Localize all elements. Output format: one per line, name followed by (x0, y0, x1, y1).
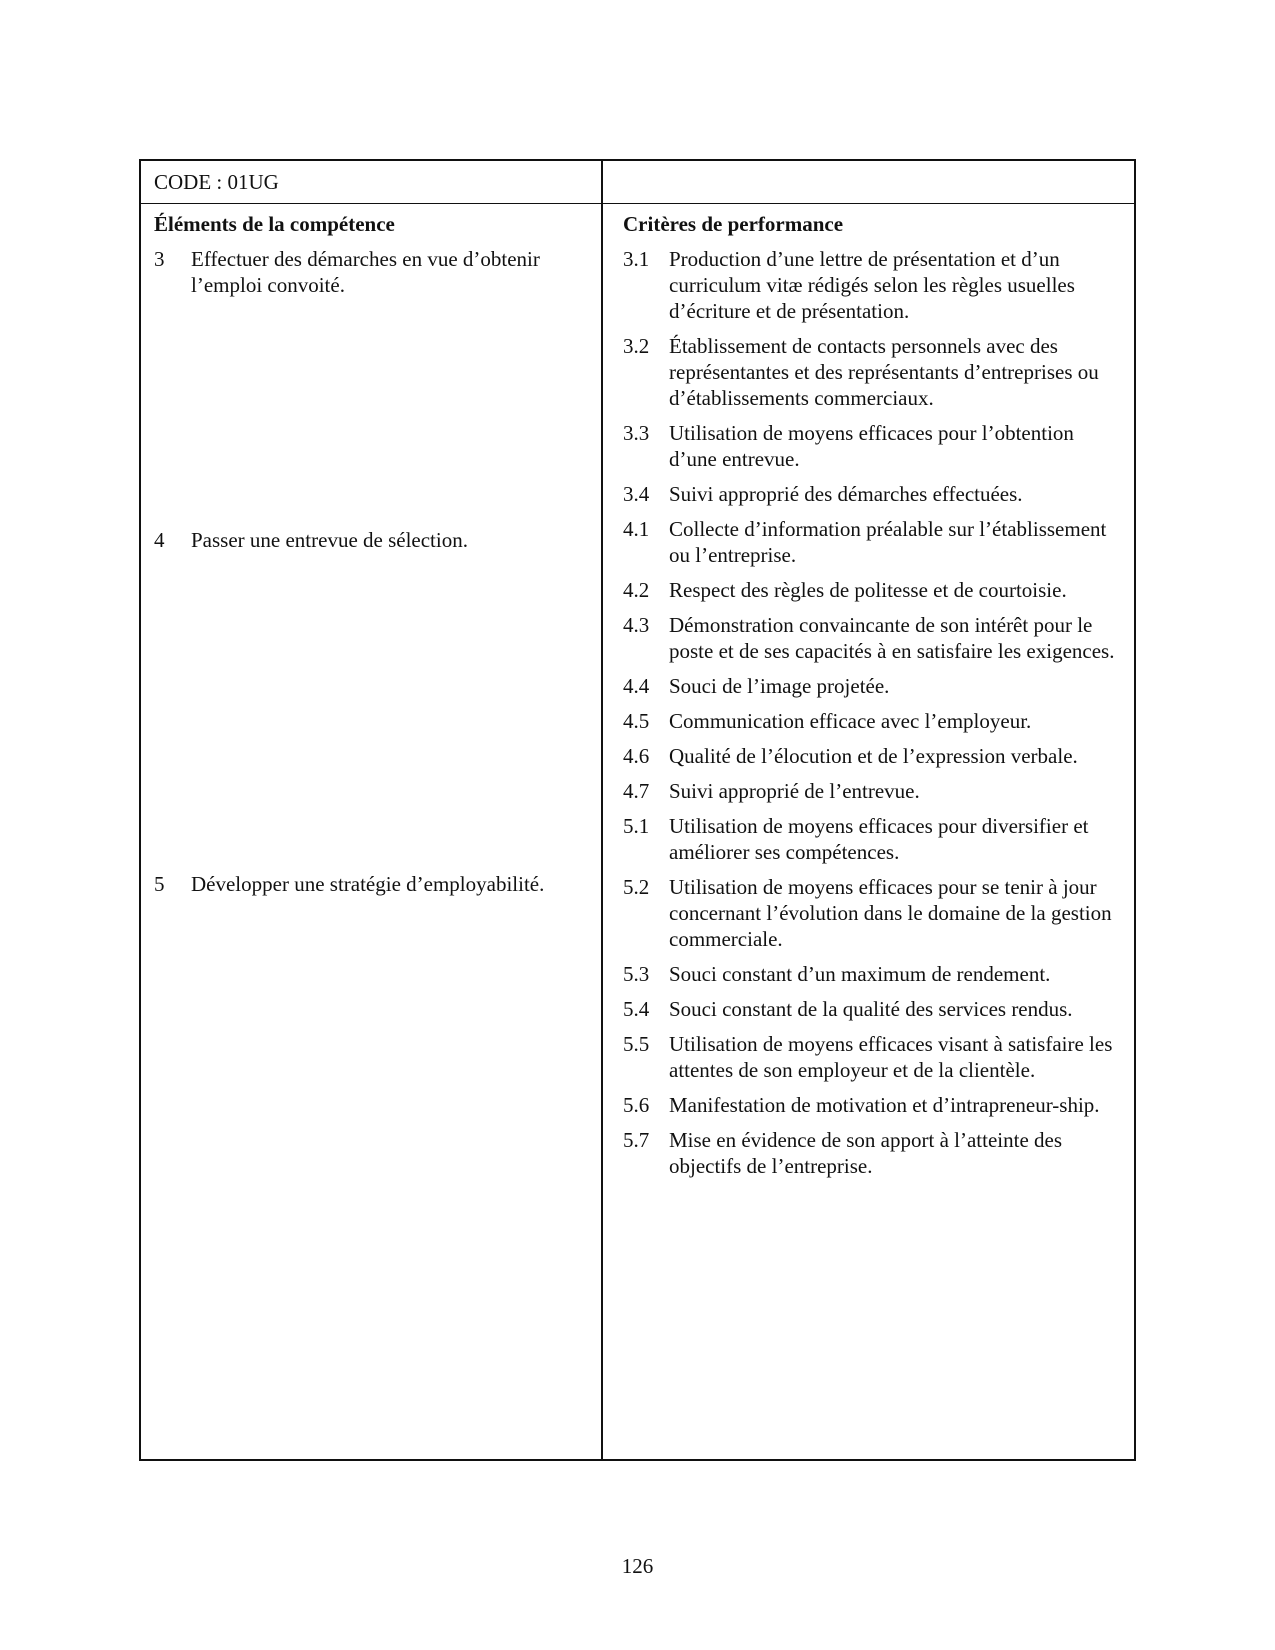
criterion-number: 3.1 (623, 247, 650, 271)
criterion-item (623, 813, 1123, 865)
elements-heading: Éléments de la compétence (154, 212, 395, 236)
criteria-column (623, 211, 1123, 1188)
criterion-number: 3.3 (623, 421, 650, 445)
criterion-number: 4.2 (623, 578, 650, 602)
criterion-item (623, 874, 1123, 952)
criterion-number: 4.3 (623, 613, 650, 637)
criterion-text: Utilisation de moyens efficaces pour se tenir à jour concernant l’évolution dans le domaine de la gestion commerciale. (669, 875, 1112, 951)
criterion-number: 5.6 (623, 1093, 650, 1117)
element-item (154, 527, 594, 553)
criterion-number: 5.7 (623, 1128, 650, 1152)
criterion-number: 4.5 (623, 709, 650, 733)
criterion-item (623, 673, 1123, 699)
criterion-number: 4.4 (623, 674, 650, 698)
criterion-item (623, 481, 1123, 507)
criterion-number: 5.5 (623, 1032, 650, 1056)
criterion-text: Souci de l’image projetée. (669, 674, 890, 698)
criterion-text: Collecte d’information préalable sur l’établissement ou l’entreprise. (669, 517, 1107, 567)
criterion-text: Respect des règles de politesse et de courtoisie. (669, 578, 1067, 602)
element-number: 3 (154, 247, 165, 271)
criterion-item (623, 961, 1123, 987)
criterion-item (623, 1031, 1123, 1083)
criterion-text: Utilisation de moyens efficaces pour diversifier et améliorer ses compétences. (669, 814, 1089, 864)
criterion-number: 5.3 (623, 962, 650, 986)
criterion-text: Production d’une lettre de présentation et d’un curriculum vitæ rédigés selon les règles usuelles d’écriture et de présentation. (669, 247, 1075, 323)
criterion-number: 3.2 (623, 334, 650, 358)
element-text: Développer une stratégie d’employabilité. (191, 872, 545, 896)
criterion-item (623, 246, 1123, 324)
criterion-item (623, 996, 1123, 1022)
element-number: 4 (154, 528, 165, 552)
element-item (154, 246, 594, 298)
criterion-number: 3.4 (623, 482, 650, 506)
criteria-heading: Critères de performance (623, 212, 844, 236)
criterion-text: Utilisation de moyens efficaces pour l’obtention d’une entrevue. (669, 421, 1074, 471)
criterion-item (623, 1092, 1123, 1118)
elements-column (154, 211, 594, 896)
criterion-text: Manifestation de motivation et d’intrapreneur-ship. (669, 1093, 1100, 1117)
column-divider (601, 161, 603, 1459)
criterion-item (623, 743, 1123, 769)
criterion-number: 5.4 (623, 997, 650, 1021)
page-number: 126 (621, 1554, 654, 1578)
element-text: Passer une entrevue de sélection. (191, 528, 468, 552)
element-text: Effectuer des démarches en vue d’obtenir l’emploi convoité. (191, 247, 540, 297)
criterion-item (623, 778, 1123, 804)
criterion-number: 4.1 (623, 517, 650, 541)
criterion-text: Suivi approprié de l’entrevue. (669, 779, 920, 803)
criterion-number: 5.1 (623, 814, 650, 838)
criterion-text: Établissement de contacts personnels avec des représentantes et des représentants d’entreprises ou d’établissements commerciaux. (669, 334, 1099, 410)
criterion-item (623, 612, 1123, 664)
criterion-item (623, 333, 1123, 411)
criterion-text: Démonstration convaincante de son intérêt pour le poste et de ses capacités à en satisfaire les exigences. (669, 613, 1115, 663)
criterion-item (623, 577, 1123, 603)
competency-table (139, 159, 1136, 1461)
criterion-number: 4.7 (623, 779, 650, 803)
header-row-divider (141, 203, 1134, 204)
element-number: 5 (154, 872, 165, 896)
criterion-text: Utilisation de moyens efficaces visant à satisfaire les attentes de son employeur et de la clientèle. (669, 1032, 1113, 1082)
criterion-item (623, 516, 1123, 568)
criteria-list (623, 246, 1123, 1179)
criterion-item (623, 1127, 1123, 1179)
criterion-text: Qualité de l’élocution et de l’expression verbale. (669, 744, 1078, 768)
criterion-text: Souci constant de la qualité des services rendus. (669, 997, 1073, 1021)
criterion-item (623, 708, 1123, 734)
criterion-number: 4.6 (623, 744, 650, 768)
criterion-text: Mise en évidence de son apport à l’atteinte des objectifs de l’entreprise. (669, 1128, 1063, 1178)
criterion-number: 5.2 (623, 875, 650, 899)
criterion-text: Souci constant d’un maximum de rendement. (669, 962, 1051, 986)
code-label: CODE : 01UG (154, 170, 279, 194)
criterion-text: Suivi approprié des démarches effectuées. (669, 482, 1023, 506)
criterion-item (623, 420, 1123, 472)
criterion-text: Communication efficace avec l’employeur. (669, 709, 1032, 733)
element-item (154, 871, 594, 897)
